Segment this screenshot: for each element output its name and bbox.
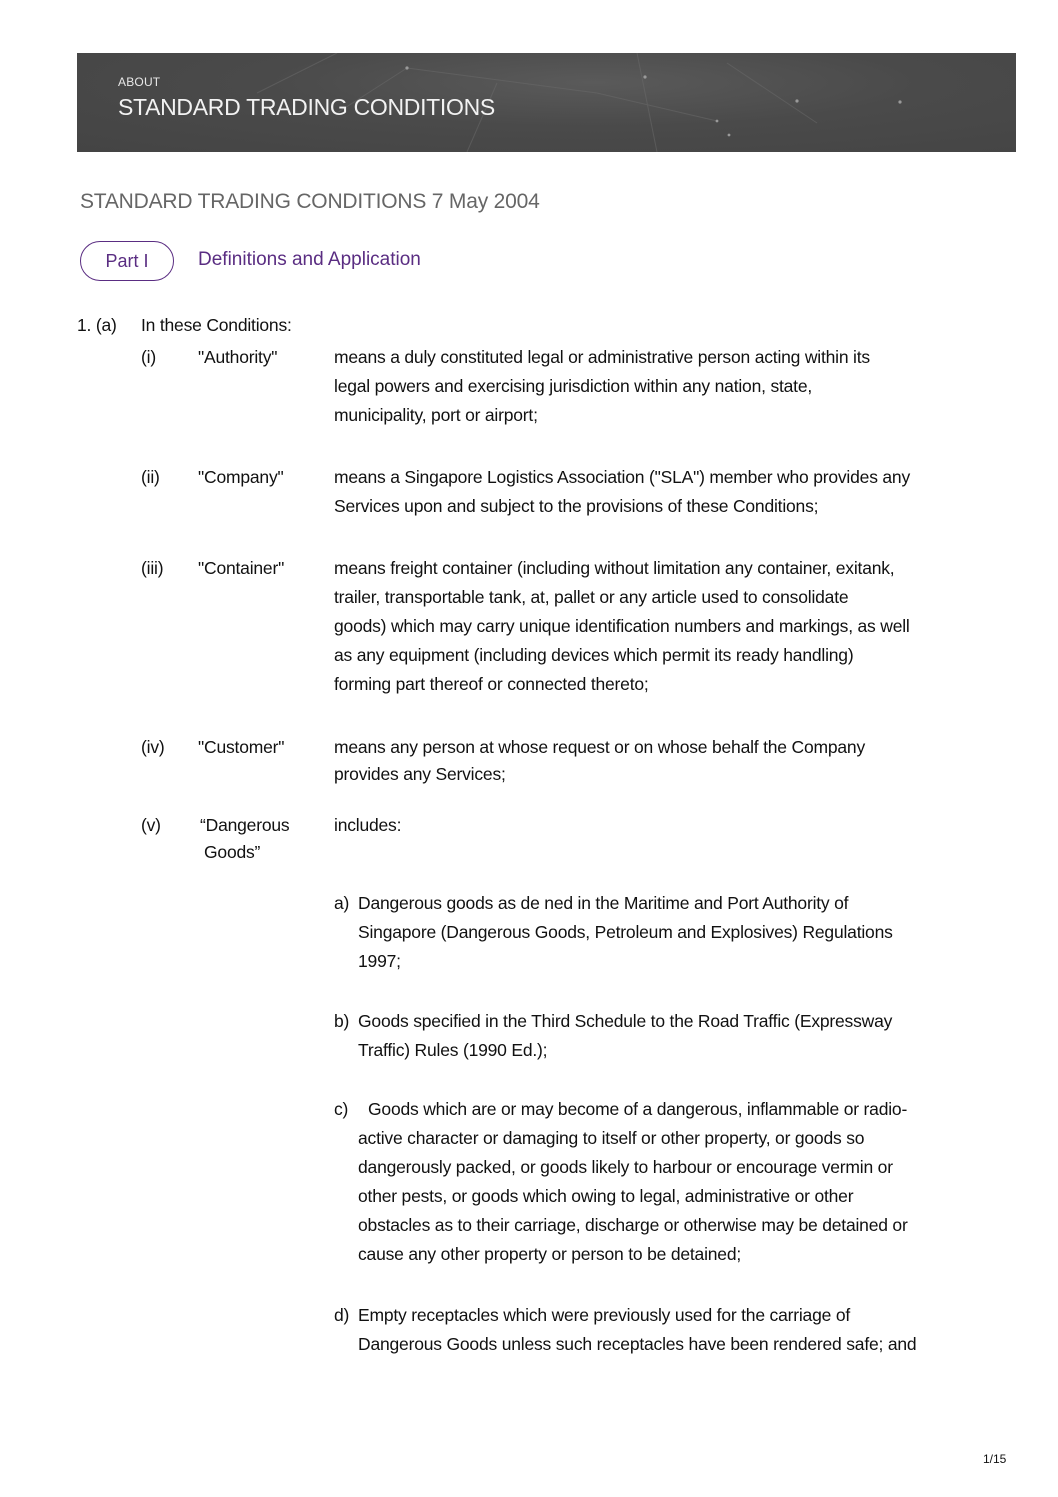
definition-term: "Authority"	[198, 347, 278, 367]
definition-text: means freight container (including without limitation any container, exitank, trailer, transportable tank, at, pallet or any article used to consolidate goods) which may carry unique identification numbers and markings, as well as any equipment (including devices which permit its ready handling) forming part thereof or connected thereto;	[334, 558, 910, 694]
definition-text: means any person at whose request or on whose behalf the Company provides any Services;	[334, 737, 865, 784]
part-badge	[80, 241, 174, 281]
definition-term: "Company"	[198, 467, 284, 487]
subitem-text: Dangerous goods as de ned in the Maritime and Port Authority of Singapore (Dangerous Goods, Petroleum and Explosives) Regulations 1997;	[358, 893, 893, 971]
definition-text: means a Singapore Logistics Association ("SLA") member who provides any Services upon and subject to the provisions of these Conditions;	[334, 467, 911, 516]
definition-text: includes:	[334, 815, 402, 835]
page-banner	[77, 53, 1016, 152]
part-label: Part I	[105, 250, 149, 271]
clause-intro: In these Conditions:	[141, 315, 292, 335]
subitem-marker: a)	[334, 893, 350, 913]
page-indicator: 1/15	[983, 1452, 1007, 1466]
definition-numeral: (ii)	[141, 467, 160, 487]
banner-title: STANDARD TRADING CONDITIONS	[118, 94, 495, 120]
banner-eyebrow: ABOUT	[118, 75, 161, 89]
definition-term: "Container"	[198, 558, 285, 578]
clause-number: 1. (a)	[77, 315, 117, 335]
definition-numeral: (v)	[141, 815, 161, 835]
definition-term: "Customer"	[198, 737, 285, 757]
definition-term: “Dangerous Goods”	[200, 815, 290, 862]
subitem-text: Goods which are or may become of a dangerous, inflammable or radio- active character or damaging to itself or other property, or goods so dangerously packed, or goods likely to harbour or encourage vermin or other pests, or goods which owing to legal, administrative or other obstacles as to their carriage, discharge or otherwise may be detained or cause any other property or person to be detained;	[358, 1099, 908, 1264]
definition-numeral: (iii)	[141, 558, 164, 578]
subitem-marker: c)	[334, 1099, 349, 1119]
document-title: STANDARD TRADING CONDITIONS 7 May 2004	[80, 190, 540, 213]
definition-text: means a duly constituted legal or administrative person acting within its legal powers and exercising jurisdiction within any nation, state, municipality, port or airport;	[334, 347, 870, 425]
subitem-marker: b)	[334, 1011, 350, 1031]
part-heading: Definitions and Application	[198, 249, 421, 270]
definition-numeral: (iv)	[141, 737, 165, 757]
subitem-text: Goods specified in the Third Schedule to the Road Traffic (Expressway Traffic) Rules (1990 Ed.);	[358, 1011, 893, 1060]
subitem-marker: d)	[334, 1305, 350, 1325]
subitem-text: Empty receptacles which were previously used for the carriage of Dangerous Goods unless such receptacles have been rendered safe; and	[358, 1305, 917, 1354]
definition-numeral: (i)	[141, 347, 156, 367]
